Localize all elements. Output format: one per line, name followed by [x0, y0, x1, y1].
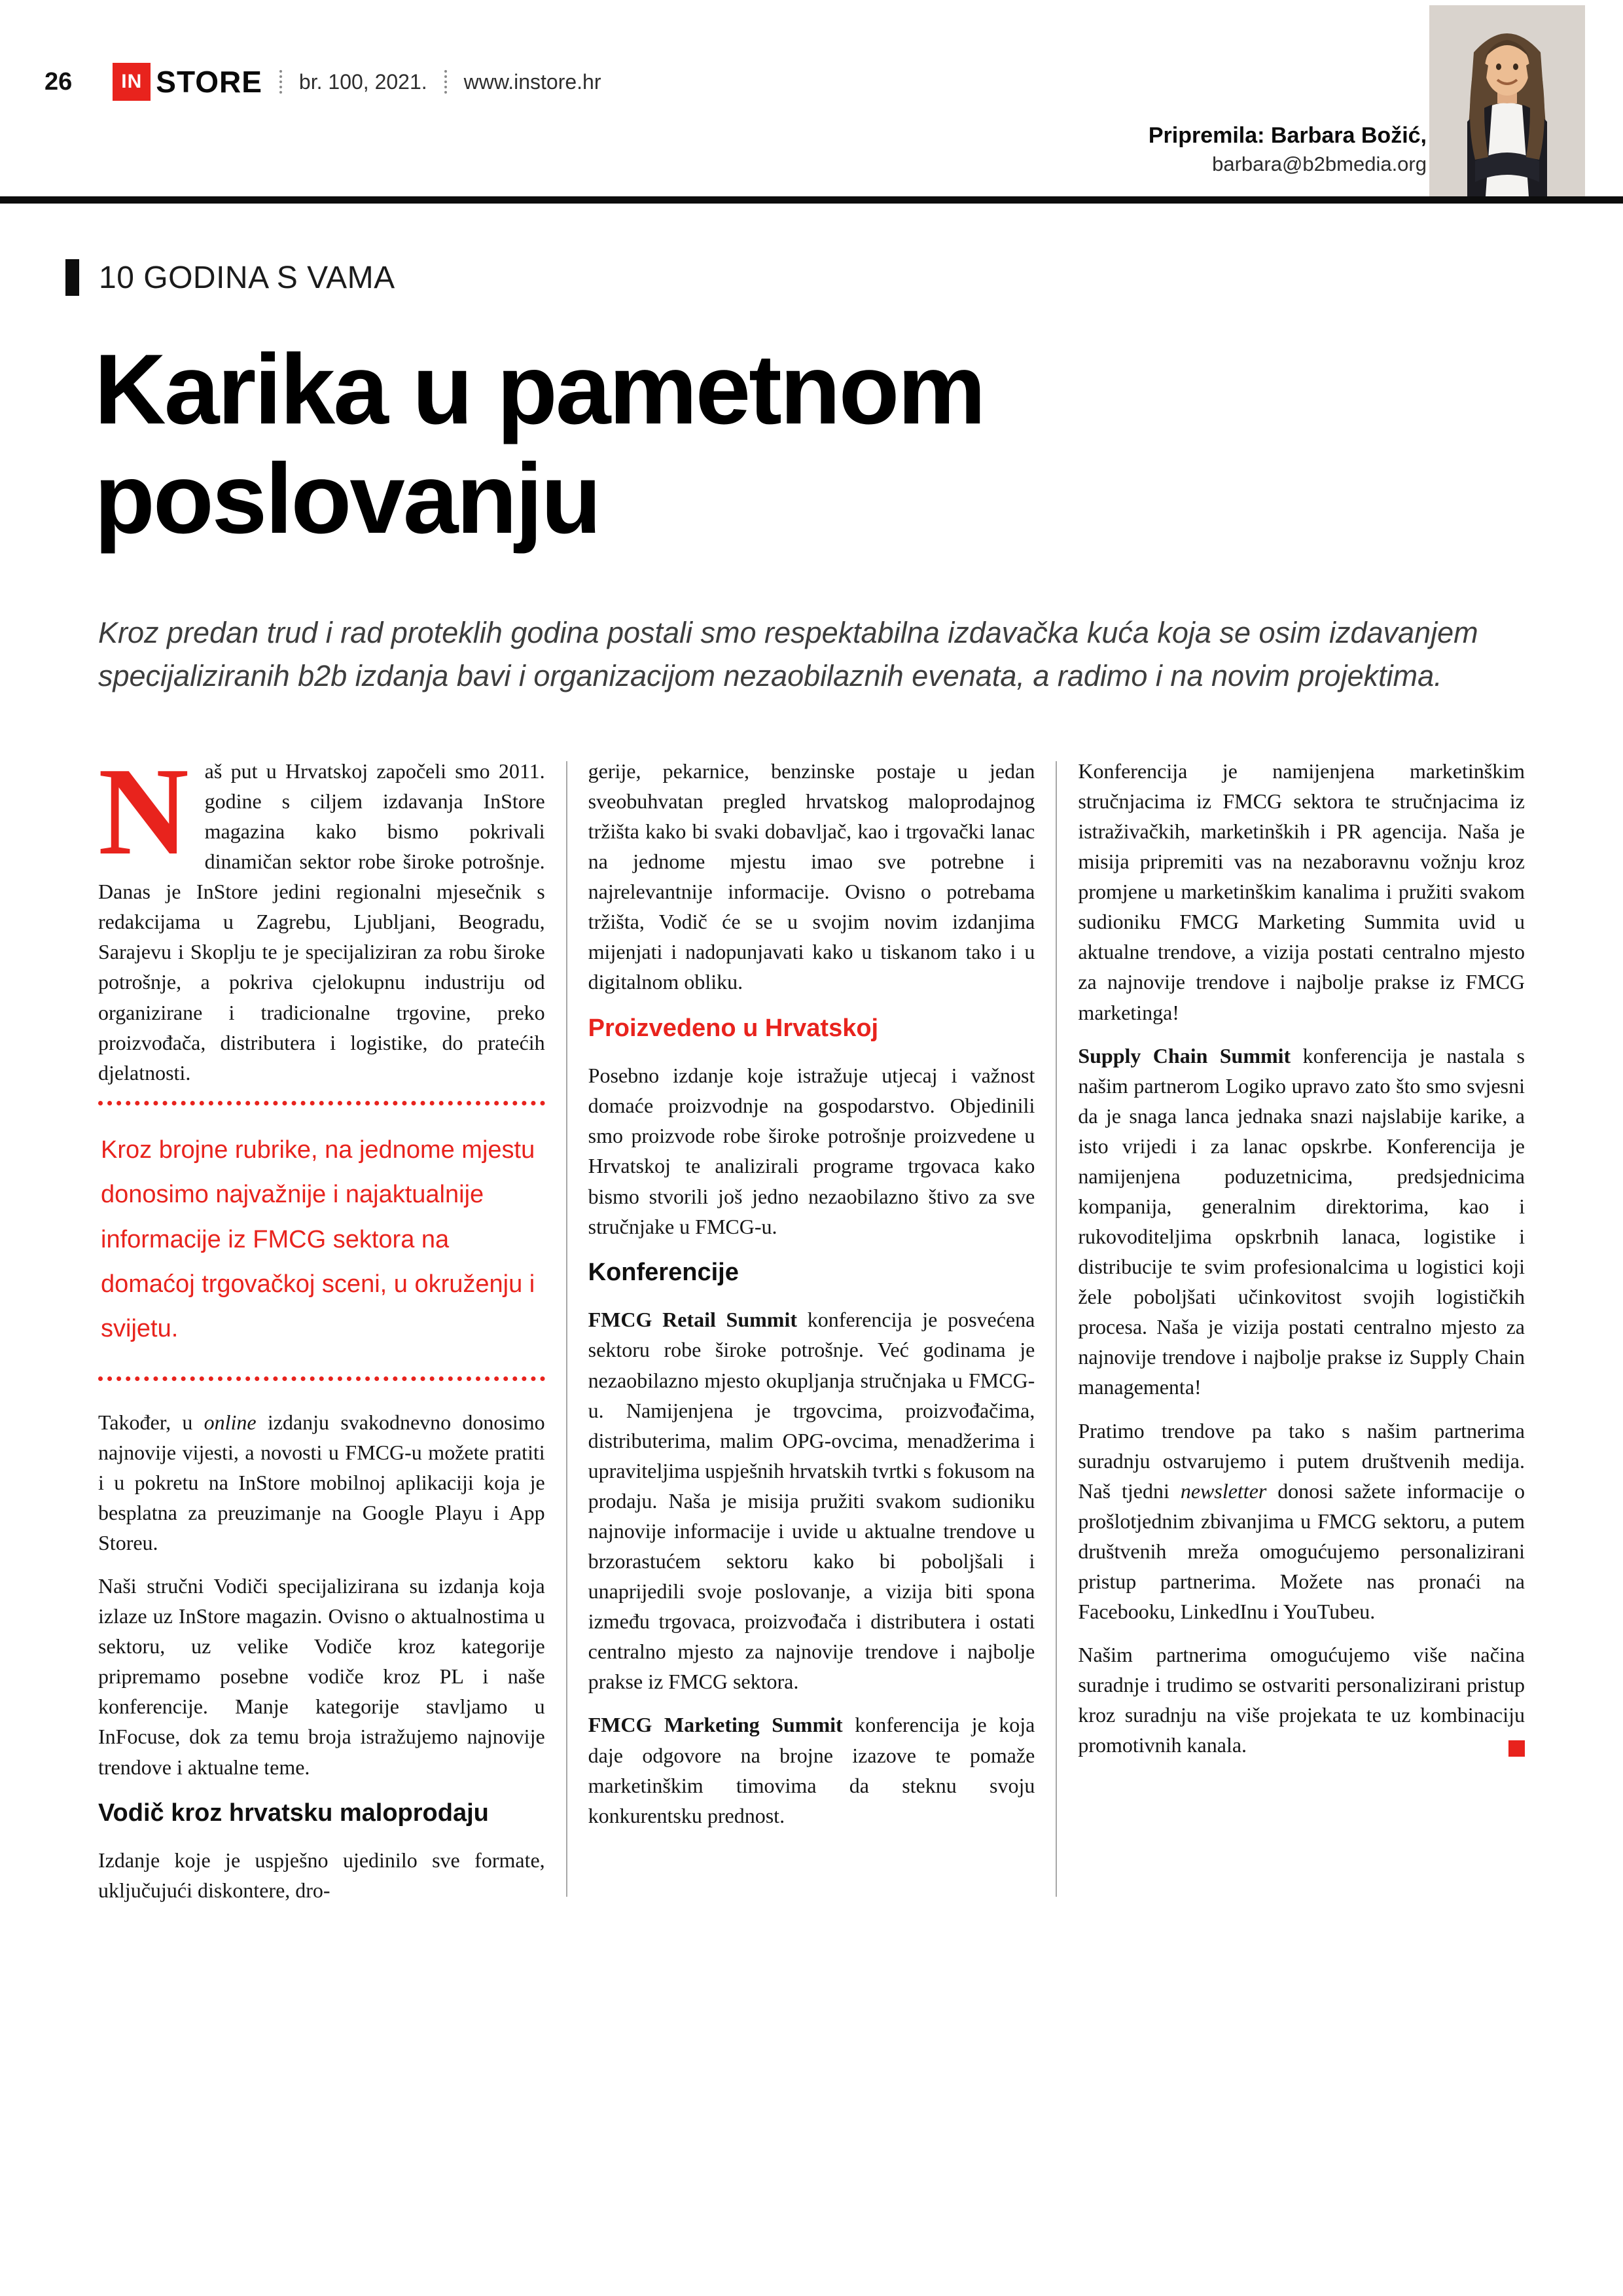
paragraph-izdanje-continued: gerije, pekarnice, benzinske postaje u jedan sveobuhvatan pregled hrvatskog maloprodajnog tržišta kako bi svaki dobavljač, kao i trgovački lanac na jednome mjestu imao sve potrebne i najrelevantnije informacije. Ovisno o potrebama tržišta, Vodič će se u svojim novim izdanjima mijenjati i nadopunjavati kako u tiskanom tako i u digitalnom obliku.	[588, 759, 1035, 994]
paragraph-marketing-summit	[588, 1710, 1035, 1830]
byline-author: Pripremila: Barbara Božić,	[1148, 123, 1427, 148]
header-divider-rule	[0, 196, 1623, 204]
newsletter-italic: newsletter	[1180, 1479, 1267, 1503]
paragraph-closing	[1078, 1640, 1525, 1760]
paragraph-online	[98, 1407, 545, 1558]
paragraph-intro-text: aš put u Hrvatskoj započeli smo 2011. godine s ciljem izdavanja InStore magazina kako bismo pokrivali dinamičan sektor robe široke potrošnje. Danas je InStore jedini regionalni mjesečnik s redakcijama u Zagrebu, Ljubljani, Beogradu, Sarajevu i Skoplju te je specijaliziran za robu široke potrošnje, a pokriva cjelokupnu industriju od organizirane i tradicionalne trgovine, preko proizvođača, distributera i logistike, do pratećih djelatnosti.	[98, 759, 545, 1085]
author-photo-illustration	[1429, 5, 1585, 196]
masthead-divider	[444, 70, 447, 94]
marketing-summit-text: konferencija je koja daje odgovore na brojne izazove te pomaže marketinškim timovima da steknu svoju konkurentsku prednost.	[588, 1713, 1035, 1827]
page-header	[0, 0, 1623, 196]
paragraph-newsletter	[1078, 1416, 1525, 1627]
article-lead: Kroz predan trud i rad proteklih godina postali smo respektabilna izdavačka kuća koja se osim izdavanjem specijaliziranih b2b izdanja bavi i organizacijom nezaobilaznih evenata, a radimo i na novim projektima.	[98, 616, 1478, 692]
retail-summit-runin: FMCG Retail Summit	[588, 1308, 797, 1332]
subhead-konferencije: Konferencije	[588, 1258, 739, 1286]
paragraph-retail-summit	[588, 1304, 1035, 1696]
issue-number: br. 100, 2021.	[298, 69, 427, 94]
column-3	[1078, 756, 1525, 1906]
author-photo	[1429, 5, 1585, 196]
column-2	[588, 756, 1035, 1906]
byline-email-link[interactable]: barbara@b2bmedia.org	[1212, 152, 1427, 175]
paragraph-online-part2: izdanju svakodnevno donosimo najnovije vijesti, a novosti u FMCG-u možete pratiti i u pokretu na InStore mobilnoj aplikaciji koja je besplatna za preuzimanje na Google Playu i App Storeu.	[98, 1410, 545, 1554]
article-end-mark	[1508, 1740, 1525, 1757]
masthead-left	[45, 63, 601, 101]
logo-in-box: IN	[113, 63, 151, 101]
article-title-line1: Karika u pametnom	[94, 334, 984, 445]
newsletter-part1: Pratimo trendove pa tako s našim partnerima suradnju ostvarujemo i putem društvenih medija. Naš tjedni	[1078, 1418, 1525, 1503]
byline	[1149, 123, 1427, 176]
supply-chain-runin: Supply Chain Summit	[1078, 1043, 1291, 1067]
article-body	[98, 741, 1525, 1906]
article-title-line2: poslovanju	[94, 443, 600, 555]
paragraph-vodici: Naši stručni Vodiči specijalizirana su izdanja koja izlaze uz InStore magazin. Ovisno o aktualnostima u sektoru, uz velike Vodiče kroz kategorije pripremamo posebne vodiče kroz PL i naše konferencije. Manje kategorije stavljamo u InFocuse, dok za temu broja istražujemo najnovije trendove i aktualne teme.	[98, 1574, 545, 1779]
paragraph-intro	[98, 741, 545, 1088]
column-1	[98, 741, 545, 1906]
paragraph-online-italic: online	[204, 1410, 257, 1434]
paragraph-izdanje: Izdanje koje je uspješno ujedinilo sve formate, uključujući diskontere, dro-	[98, 1848, 545, 1903]
retail-summit-text: konferencija je posvećena sektoru robe široke potrošnje. Već godinama je nezaobilazno mjesto okupljanja stručnjaka u FMCG-u. Namijenjena je trgovcima, proizvođačima, distributerima, malim OPG-ovcima, menadžerima i upraviteljima uspješnih hrvatskih tvrtki s fokusom na prodaju. Naša je misija pružiti svakom sudioniku najnovije informacije i uvide u aktualne trendove u brzorastućem sektoru kako bi poboljšali i unaprijedili svoje poslovanje, a vizija biti spona između trgovaca, proizvođača i distributera i ostati centralno mjesto za najnovije trendove i najbolje prakse iz FMCG sektora.	[588, 1308, 1035, 1694]
supply-chain-text: konferencija je nastala s našim partnerom Logiko upravo zato što smo svjesni da je snaga lanca jednaka snazi najslabije karike, a isto vrijedi i za lanac opskrbe. Konferencija je namijenjena poduzetnicima, predsjednicima kompanija, generalnim direktorima, kao i rukovoditeljima opskrbnih lanaca, logistike i distribucije te svim profesionalcima u logistici koji žele poboljšati učinkovitost svojih logističkih procesa. Naša je vizija postati centralno mjesto za najnovije trendove i najbolje prakse iz Supply Chain managementa!	[1078, 1043, 1525, 1399]
closing-text: Našim partnerima omogućujemo više načina suradnje i trudimo se ostvariti personalizirani pristup kroz suradnju na više projekata te uz kombinaciju promotivnih kanala.	[1078, 1643, 1525, 1757]
paragraph-marketing-summit-continued: Konferencija je namijenjena marketinškim stručnjacima iz FMCG sektora te stručnjacima iz istraživačkih, marketinških i PR agencija. Naša je misija pripremiti vas na nezaboravnu vožnju kroz promjene u marketinškim kanalima i pružiti svakom sudioniku FMCG Marketing Summita uvid u aktualne trendove, a vizija postati centralno mjesto za najnovije trendove i najbolje prakse iz FMCG marketinga!	[1078, 759, 1525, 1024]
paragraph-online-part1: Također, u	[98, 1410, 204, 1434]
subhead-vodic-maloprodaja: Vodič kroz hrvatsku maloprodaju	[98, 1799, 489, 1827]
website-link[interactable]: www.instore.hr	[463, 69, 601, 94]
kicker-bar	[65, 259, 79, 296]
section-kicker	[65, 259, 1623, 296]
instore-logo	[113, 63, 262, 101]
page-number: 26	[45, 67, 73, 96]
article-title	[94, 335, 1525, 554]
paragraph-proizvedeno: Posebno izdanje koje istražuje utjecaj i važnost domaće proizvodnje na gospodarstvo. Objedinili smo proizvode robe široke potrošnje proizvedene u Hrvatskoj te analizirali programe trgovaca kako bismo stvorili još jedno nezaobilazno štivo za sve stručnjake u FMCG-u.	[588, 1064, 1035, 1238]
subhead-proizvedeno: Proizvedeno u Hrvatskoj	[588, 1014, 879, 1042]
newsletter-part2: donosi sažete informacije o prošlotjednim zbivanjima u FMCG sektoru, a putem društvenih mreža omogućujemo personalizirani pristup partnerima. Možete nas pronaći na Facebooku, LinkedInu i YouTubeu.	[1078, 1479, 1525, 1623]
paragraph-supply-chain	[1078, 1041, 1525, 1403]
drop-cap: N	[98, 741, 189, 881]
marketing-summit-runin: FMCG Marketing Summit	[588, 1713, 843, 1737]
logo-store-text: STORE	[156, 65, 262, 99]
pull-quote: Kroz brojne rubrike, na jednome mjestu donosimo najvažnije i najaktualnije informacije iz FMCG sektora na domaćoj trgovačkoj sceni, u okruženju i svijetu.	[98, 1101, 545, 1381]
kicker-label: 10 GODINA S VAMA	[99, 260, 395, 295]
masthead-divider	[279, 70, 282, 94]
